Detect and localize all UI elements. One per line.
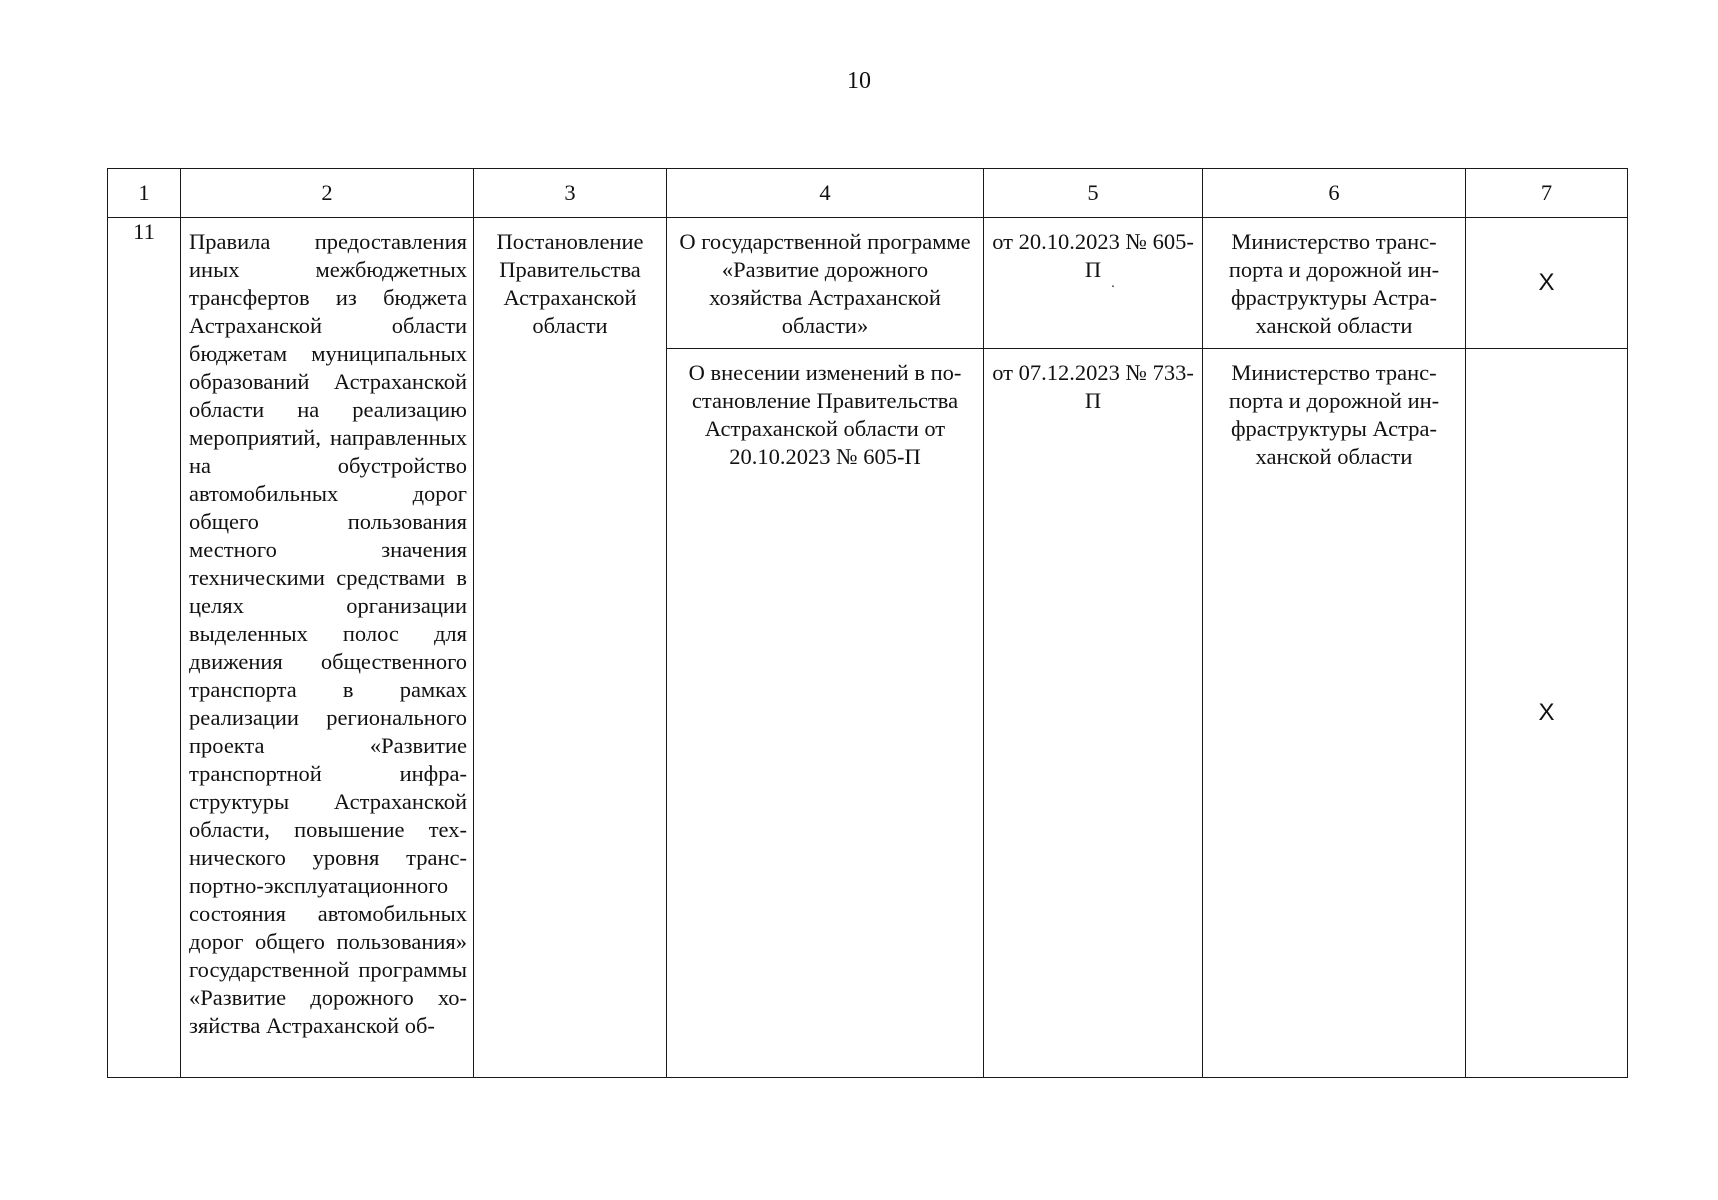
authority-cell bbox=[1203, 349, 1466, 1078]
document-table bbox=[107, 168, 1628, 1078]
header-cell-7: 7 bbox=[1466, 169, 1628, 218]
act-date-number: от 07.12.2023 № 733-П bbox=[992, 360, 1194, 413]
header-cell-1: 1 bbox=[108, 169, 181, 218]
act-type-cell bbox=[474, 218, 667, 1078]
act-date-number-cell bbox=[984, 218, 1203, 349]
x-mark: X bbox=[1538, 269, 1555, 296]
act-date-number: от 20.10.2023 № 605-П bbox=[992, 229, 1194, 282]
scan-dot: · bbox=[1110, 280, 1116, 295]
act-name-cell bbox=[667, 218, 984, 349]
page-number: 10 bbox=[847, 68, 871, 94]
act-date-number-cell bbox=[984, 349, 1203, 1078]
document-title: Правила предоставления иных межбюджетных трансфертов из бюджета Астраханской области бюджетам муниципальных образований Астраханской области на реализацию мероприятий, направленных на обустройство автомобильных дорог общего пользования местного значения техническими средствами в целях организации выделенных полос для движения общественного транспорта в рамках реализации регионального проекта «Развитие транспортной инфраструктуры Астраханской области, повышение технического уровня транспортно-эксплуатационного состояния автомобильных дорог общего пользования» государственной программы «Развитие дорожного хозяйства Астраханской об- bbox=[189, 229, 467, 1038]
mark-cell bbox=[1466, 349, 1628, 1078]
authority: Министерство транспорта и дорожной инфраструктуры Астраханской области bbox=[1228, 229, 1440, 338]
act-name: О внесении изменений в постановление Правительства Астраханской области от 20.10.2023 № 605-П bbox=[688, 360, 962, 469]
document-title-cell bbox=[181, 218, 474, 1078]
header-cell-2: 2 bbox=[181, 169, 474, 218]
header-cell-6: 6 bbox=[1203, 169, 1466, 218]
authority: Министерство транспорта и дорожной инфраструктуры Астраханской области bbox=[1228, 360, 1440, 469]
header-cell-5: 5 bbox=[984, 169, 1203, 218]
act-type: Постановление Правительства Астраханской области bbox=[496, 229, 644, 338]
header-cell-3: 3 bbox=[474, 169, 667, 218]
act-name: О государственной программе «Развитие дорожного хозяйства Астраханской области» bbox=[679, 229, 971, 338]
header-cell-4: 4 bbox=[667, 169, 984, 218]
act-name-cell bbox=[667, 349, 984, 1078]
mark-cell bbox=[1466, 218, 1628, 349]
row-number: 11 bbox=[133, 219, 155, 244]
table-header-row bbox=[108, 169, 1628, 218]
x-mark: X bbox=[1538, 699, 1555, 726]
row-number-cell bbox=[108, 218, 181, 1078]
authority-cell bbox=[1203, 218, 1466, 349]
table-row bbox=[108, 218, 1628, 349]
